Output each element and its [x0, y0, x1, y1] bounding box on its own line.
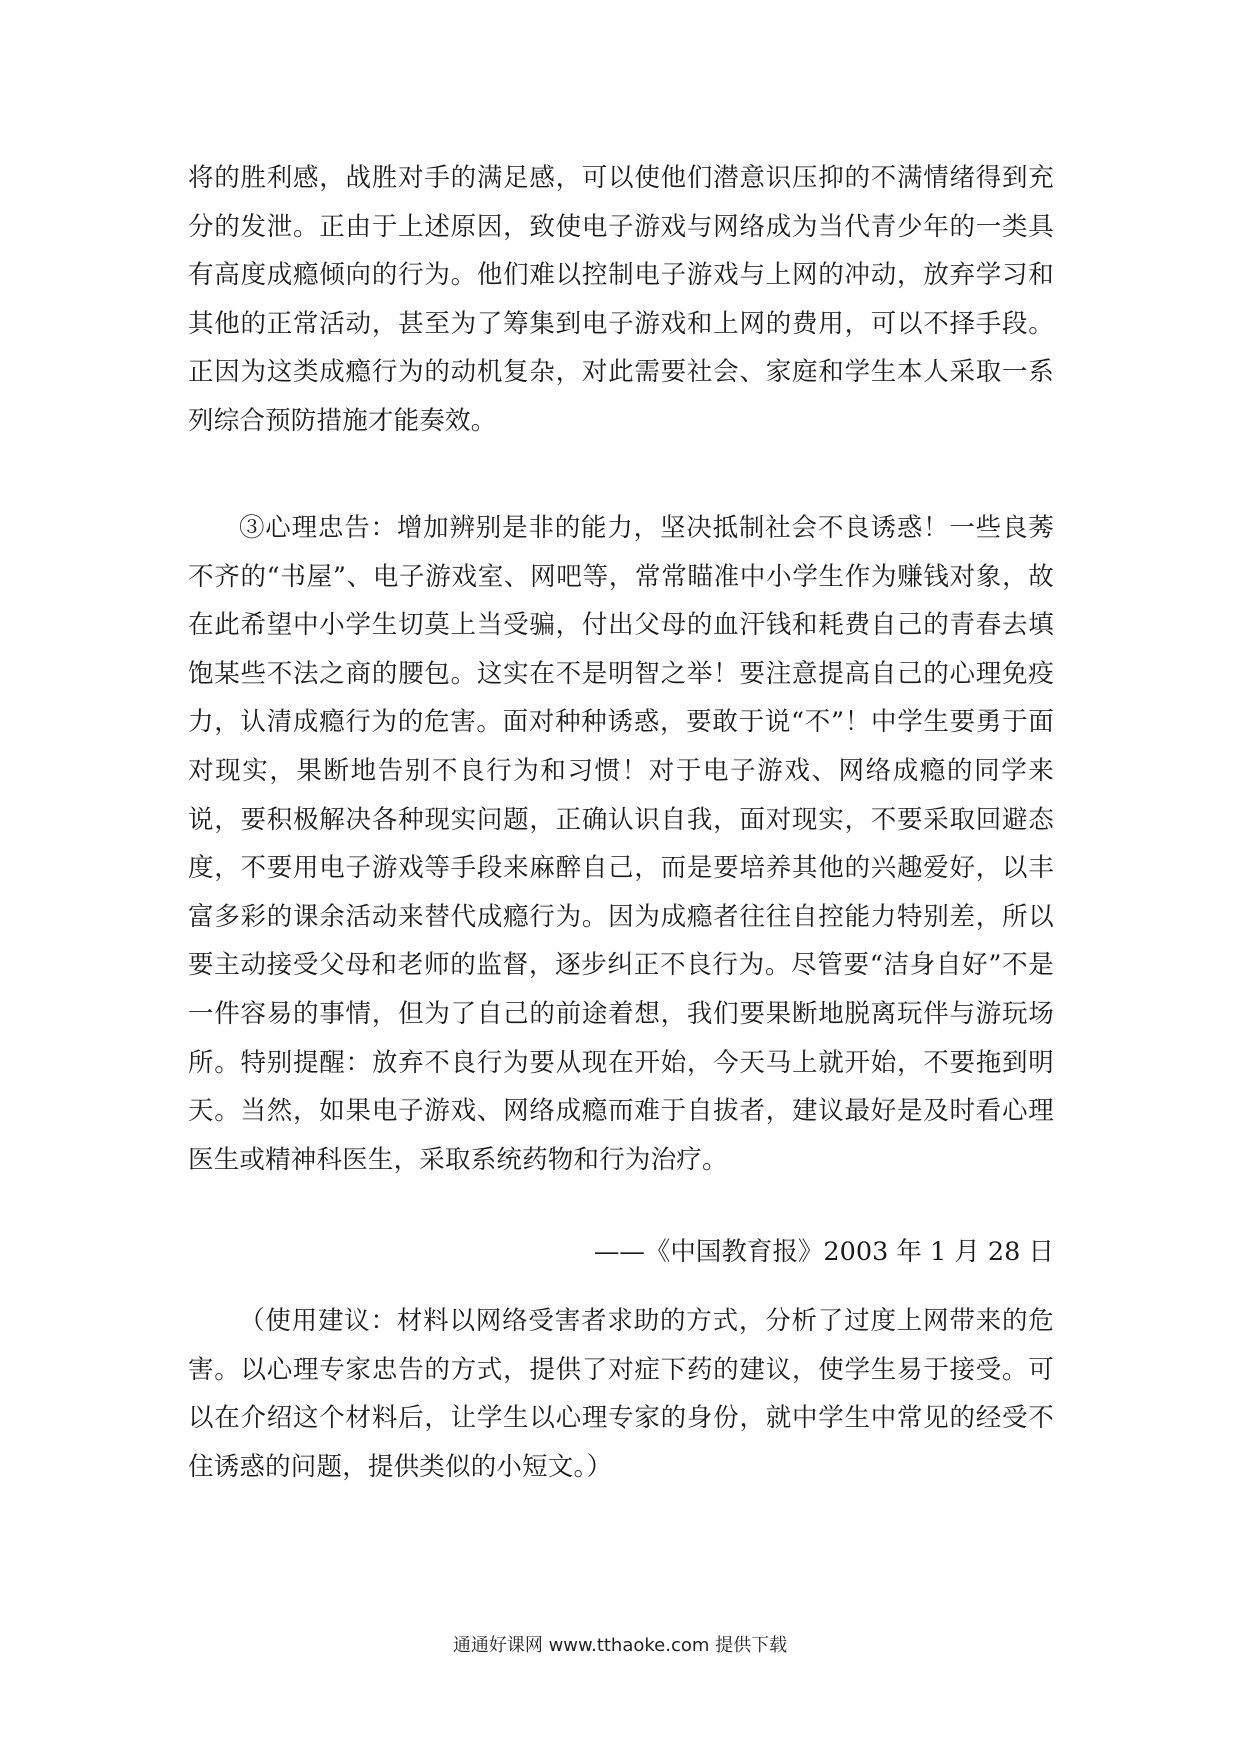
source-citation: ——《中国教育报》2003 年 1 月 28 日 — [593, 1237, 1054, 1267]
paragraph-usage-note: （使用建议：材料以网络受害者求助的方式，分析了过度上网带来的危害。以心理专家忠告的方式，提供了对症下药的建议，使学生易于接受。可以在介绍这个材料后，让学生以心理专家的身份，就中学生中常见的经受不住诱惑的问题，提供类似的小短文。） — [188, 1306, 1054, 1482]
page-footer: 通通好课网 www.tthaoke.com 提供下载 — [452, 1635, 788, 1656]
paragraph-continuation: 将的胜利感，战胜对手的满足感，可以使他们潜意识压抑的不满情绪得到充分的发泄。正由于上述原因，致使电子游戏与网络成为当代青少年的一类具有高度成瘾倾向的行为。他们难以控制电子游戏与上网的冲动，放弃学习和其他的正常活动，甚至为了筹集到电子游戏和上网的费用，可以不择手段。正因为这类成瘾行为的动机复杂，对此需要社会、家庭和学生本人采取一系列综合预防措施才能奏效。 — [188, 163, 1054, 436]
paragraph-psychological-advice: ③心理忠告：增加辨别是非的能力，坚决抵制社会不良诱惑！一些良莠不齐的“书屋”、电子游戏室、网吧等，常常瞄准中小学生作为赚钱对象，故在此希望中小学生切莫上当受骗，付出父母的血汗钱和耗费自己的青春去填饱某些不法之商的腰包。这实在不是明智之举！要注意提高自己的心理免疫力，认清成瘾行为的危害。面对种种诱惑，要敢于说“不”！中学生要勇于面对现实，果断地告别不良行为和习惯！对于电子游戏、网络成瘾的同学来说，要积极解决各种现实问题，正确认识自我，面对现实，不要采取回避态度，不要用电子游戏等手段来麻醉自己，而是要培养其他的兴趣爱好，以丰富多彩的课余活动来替代成瘾行为。因为成瘾者往往自控能力特别差，所以要主动接受父母和老师的监督，逐步纠正不良行为。尽管要“洁身自好”不是一件容易的事情，但为了自己的前途着想，我们要果断地脱离玩伴与游玩场所。特别提醒：放弃不良行为要从现在开始，今天马上就开始，不要拖到明天。当然，如果电子游戏、网络成瘾而难于自拔者，建议最好是及时看心理医生或精神科医生，采取系统药物和行为治疗。 — [188, 513, 1054, 1175]
